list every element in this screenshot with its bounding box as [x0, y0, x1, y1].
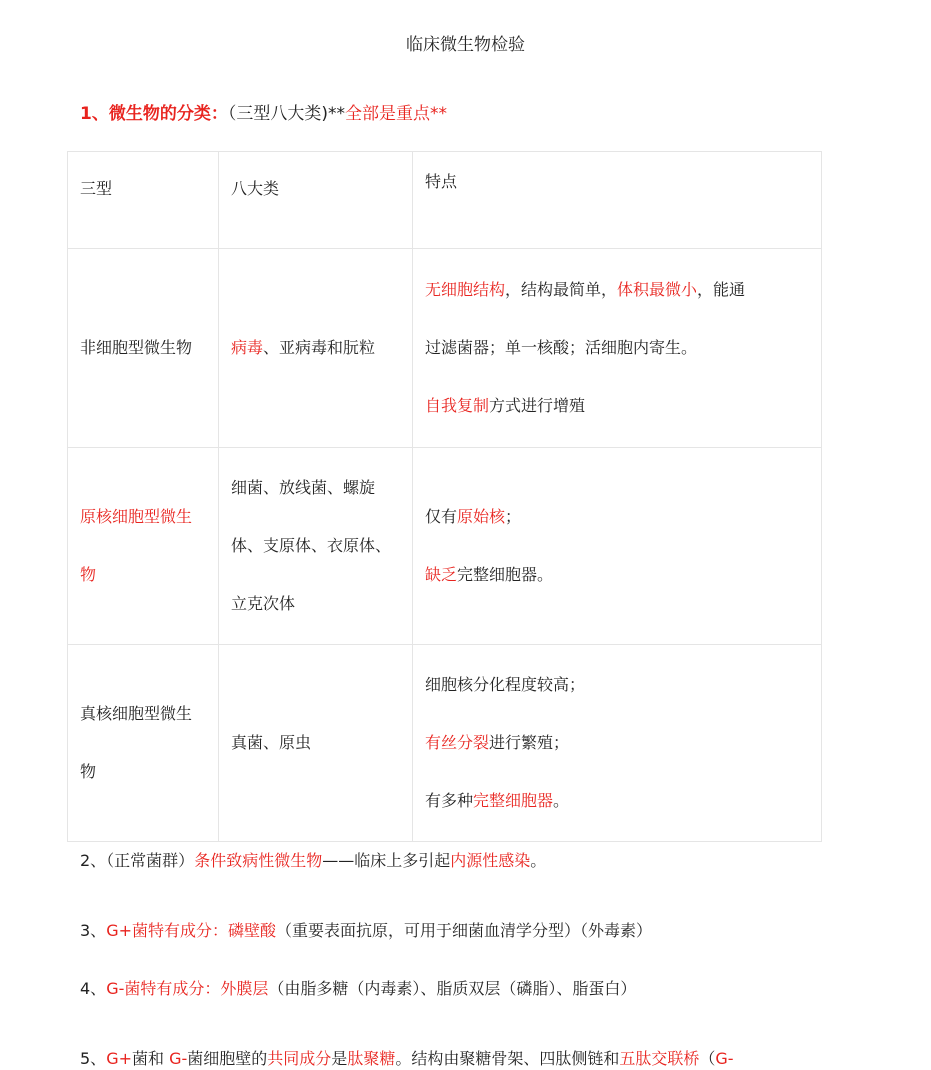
para-text: 条件致病性微生物 [194, 851, 323, 870]
para-text: 3、 [80, 921, 107, 940]
feature-text: 有多种 [425, 791, 474, 810]
feature-text: 自我复制 [425, 396, 490, 415]
para-text: G+ [106, 1049, 132, 1068]
features-cell [413, 448, 822, 645]
para-text: 共同成分 [267, 1049, 332, 1068]
paragraph-5 [80, 1046, 734, 1069]
feature-text: 完整细胞器。 [457, 565, 554, 584]
para-text: 。结构由聚糖骨架、四肽侧链和 [395, 1049, 620, 1068]
feature-text: 进行繁殖； [489, 733, 570, 752]
section-1-heading [80, 99, 447, 124]
feature-text: 无细胞结构 [425, 280, 506, 299]
para-text: 5、 [80, 1049, 107, 1068]
feature-line [425, 261, 821, 319]
feature-line [425, 377, 821, 435]
para-text: G-菌特有成分：外膜层 [106, 979, 269, 998]
para-text: 内源性感染 [450, 851, 531, 870]
para-text: G- [169, 1049, 188, 1068]
type-cell: 真核细胞型微生物 [68, 645, 219, 842]
feature-text: ，结构最简单， [505, 280, 618, 299]
feature-text: ，能通 [697, 280, 746, 299]
categories-cell [219, 249, 413, 448]
para-text: （由脂多糖（内毒素）、脂质双层（磷脂）、脂蛋白） [268, 979, 637, 998]
para-text: （重要表面抗原，可用于细菌血清学分型）（外毒素） [276, 921, 653, 940]
para-text: 2、（正常菌群） [80, 851, 195, 870]
paragraph-4 [80, 976, 636, 999]
feature-text: ； [505, 507, 522, 526]
para-text: 肽聚糖 [347, 1049, 396, 1068]
para-text: 是 [331, 1049, 348, 1068]
table-row [68, 645, 822, 842]
para-text: 菌细胞壁的 [187, 1049, 268, 1068]
feature-text: 体积最微小 [617, 280, 698, 299]
type-cell: 非细胞型微生物 [68, 249, 219, 448]
para-text: 。 [530, 851, 547, 870]
features-cell [413, 249, 822, 448]
para-text: G+菌特有成分：磷壁酸 [106, 921, 276, 940]
section-1-emphasis: 全部是重点** [344, 104, 447, 124]
para-text: 菌和 [132, 1049, 170, 1068]
categories-cell: 真菌、原虫 [219, 645, 413, 842]
paragraph-3 [80, 918, 652, 941]
feature-text: 方式进行增殖 [489, 396, 586, 415]
table-header-row [68, 152, 822, 249]
feature-text: 过滤菌器；单一核酸；活细胞内寄生。 [425, 338, 698, 357]
feature-text: 仅有 [425, 507, 458, 526]
feature-line [425, 772, 821, 830]
feature-text: 完整细胞器 [473, 791, 554, 810]
section-1-note: （三型八大类)** [227, 104, 345, 124]
para-text: （ [699, 1049, 716, 1068]
table-row [68, 448, 822, 645]
feature-text: 缺乏 [425, 565, 458, 584]
feature-line [425, 714, 821, 772]
category-virus: 病毒 [231, 338, 264, 357]
feature-line [425, 488, 821, 546]
feature-line [425, 546, 821, 604]
features-cell [413, 645, 822, 842]
table-row [68, 249, 822, 448]
para-text: 五肽交联桥 [619, 1049, 700, 1068]
feature-text: 细胞核分化程度较高； [425, 675, 586, 694]
feature-text: 。 [553, 791, 570, 810]
section-1-title: 1、微生物的分类： [80, 104, 228, 124]
feature-text: 有丝分裂 [425, 733, 490, 752]
header-cell-type: 三型 [68, 152, 219, 249]
classification-table [67, 151, 822, 842]
page-title: 临床微生物检验 [406, 35, 525, 55]
feature-text: 原始核 [457, 507, 506, 526]
paragraph-2 [80, 848, 546, 871]
para-text: 4、 [80, 979, 107, 998]
type-cell: 原核细胞型微生物 [68, 448, 219, 645]
feature-line [425, 656, 821, 714]
header-cell-features: 特点 [413, 152, 822, 249]
para-text: G- [715, 1049, 734, 1068]
categories-cell: 细菌、放线菌、螺旋体、支原体、衣原体、立克次体 [219, 448, 413, 645]
para-text: ——临床上多引起 [322, 851, 451, 870]
category-rest: 、亚病毒和朊粒 [263, 338, 376, 357]
feature-line [425, 319, 821, 377]
header-cell-categories: 八大类 [219, 152, 413, 249]
